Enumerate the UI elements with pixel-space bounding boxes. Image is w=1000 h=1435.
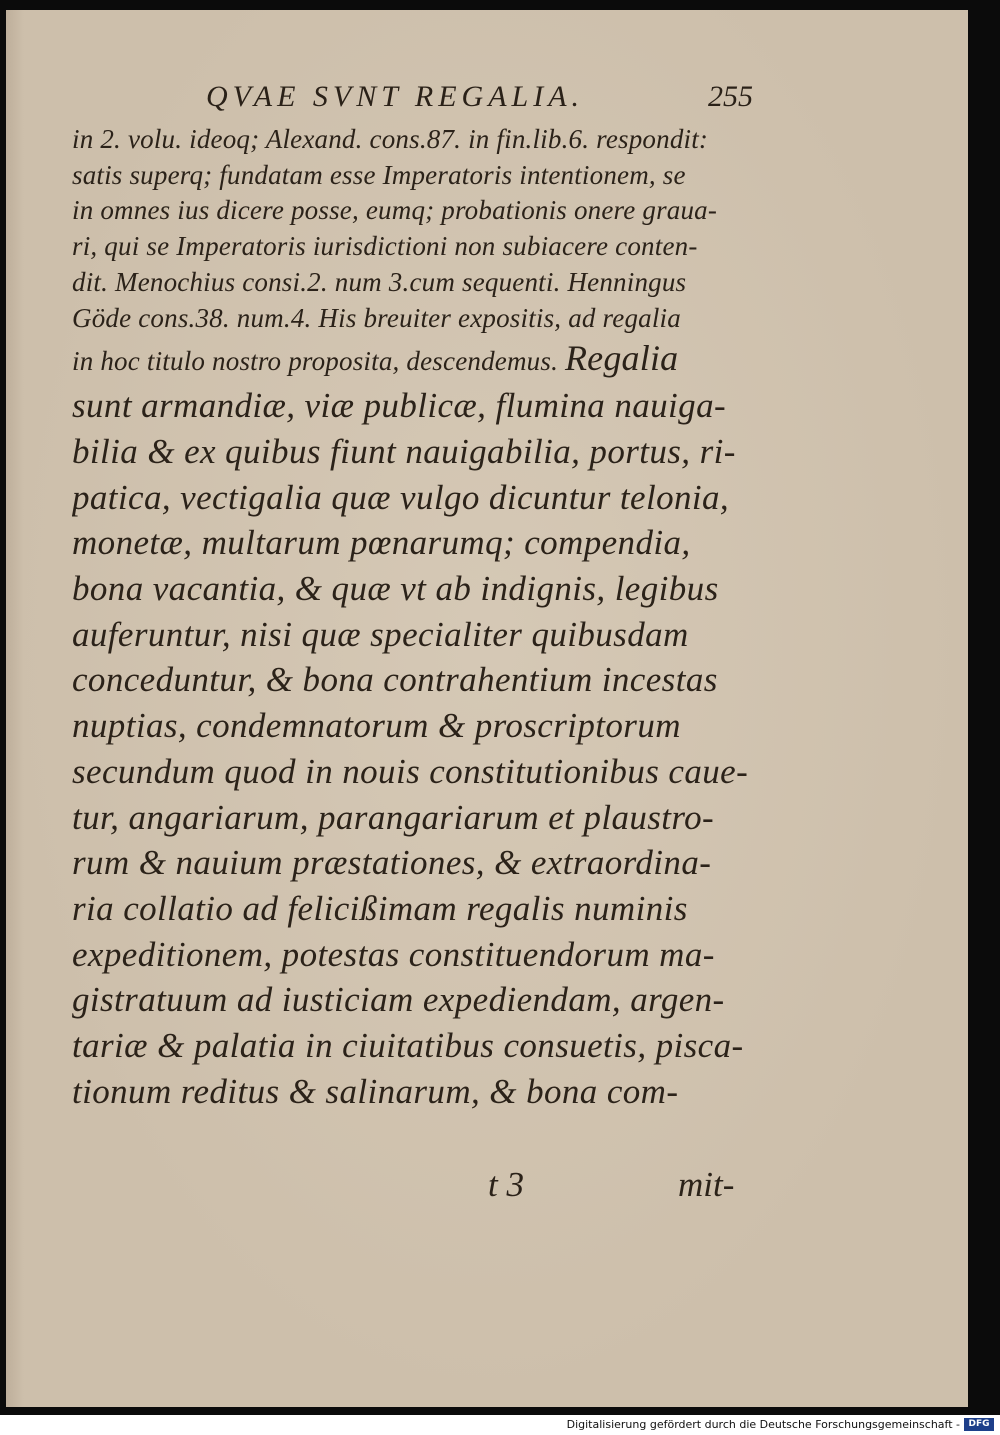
- text-line: bona vacantia, & quæ vt ab indignis, legibus: [72, 569, 719, 609]
- text-line: tur, angariarum, parangariarum et plaustro-: [72, 797, 715, 837]
- text-line: in 2. volu. ideoq; Alexand. cons.87. in fin.lib.6. respondit:: [72, 124, 709, 154]
- text-line: dit. Menochius consi.2. num 3.cum sequenti. Henningus: [72, 266, 687, 297]
- text-line: secundum quod in nouis constitutionibus caue-: [72, 751, 749, 791]
- text-line: conceduntur, & bona contrahentium incestas: [72, 660, 718, 700]
- page-number: 255: [708, 80, 753, 113]
- text-line: ria collatio ad felicißimam regalis numinis: [72, 888, 688, 928]
- text-line: rum & nauium præstationes, & extraordina-: [72, 843, 712, 883]
- text-line: patica, vectigalia quæ vulgo dicuntur telonia,: [72, 477, 730, 517]
- text-line: in omnes ius dicere posse, eumq; probationis onere graua-: [72, 195, 718, 226]
- text-line: expeditionem, potestas constituendorum ma-: [72, 934, 715, 974]
- text-line: tionum reditus & salinarum, & bona com-: [72, 1071, 679, 1111]
- text-line: auferuntur, nisi quæ specialiter quibusdam: [72, 614, 689, 654]
- text-line: bilia & ex quibus fiunt nauigabilia, portus, ri-: [72, 431, 736, 471]
- text-line: satis superq; fundatam esse Imperatoris intentionem, se: [72, 159, 686, 190]
- running-title: QVAE SVNT REGALIA.: [206, 80, 585, 113]
- text-line-part: in hoc titulo nostro proposita, descendemus.: [72, 346, 559, 377]
- signature-mark: t 3: [488, 1165, 524, 1204]
- lead-word: Regalia: [564, 338, 679, 379]
- text-line: ri, qui se Imperatoris iurisdictioni non subiacere conten-: [72, 231, 698, 262]
- digitization-footer: [0, 1415, 1000, 1435]
- book-page: [6, 10, 968, 1407]
- text-line: sunt armandiæ, viæ publicæ, flumina nauiga-: [72, 386, 727, 426]
- text-line: nuptias, condemnatorum & proscriptorum: [72, 706, 681, 746]
- text-line: gistratuum ad iusticiam expediendam, argen-: [72, 980, 725, 1020]
- text-line: monetæ, multarum pœnarumq; compendia,: [72, 523, 691, 563]
- page-header: [6, 80, 968, 120]
- dfg-logo: DFG: [964, 1418, 994, 1431]
- text-line-with-lead: [72, 336, 762, 383]
- funding-credit: Digitalisierung gefördert durch die Deutsche Forschungsgemeinschaft -: [566, 1418, 960, 1431]
- text-line: tariæ & palatia in ciuitatibus consuetis, pisca-: [72, 1026, 744, 1066]
- body-text: [72, 122, 762, 1114]
- catchword: mit-: [678, 1165, 735, 1204]
- signature-catchword-row: [6, 1165, 968, 1209]
- text-line: Göde cons.38. num.4. His breuiter expositis, ad regalia: [72, 302, 681, 333]
